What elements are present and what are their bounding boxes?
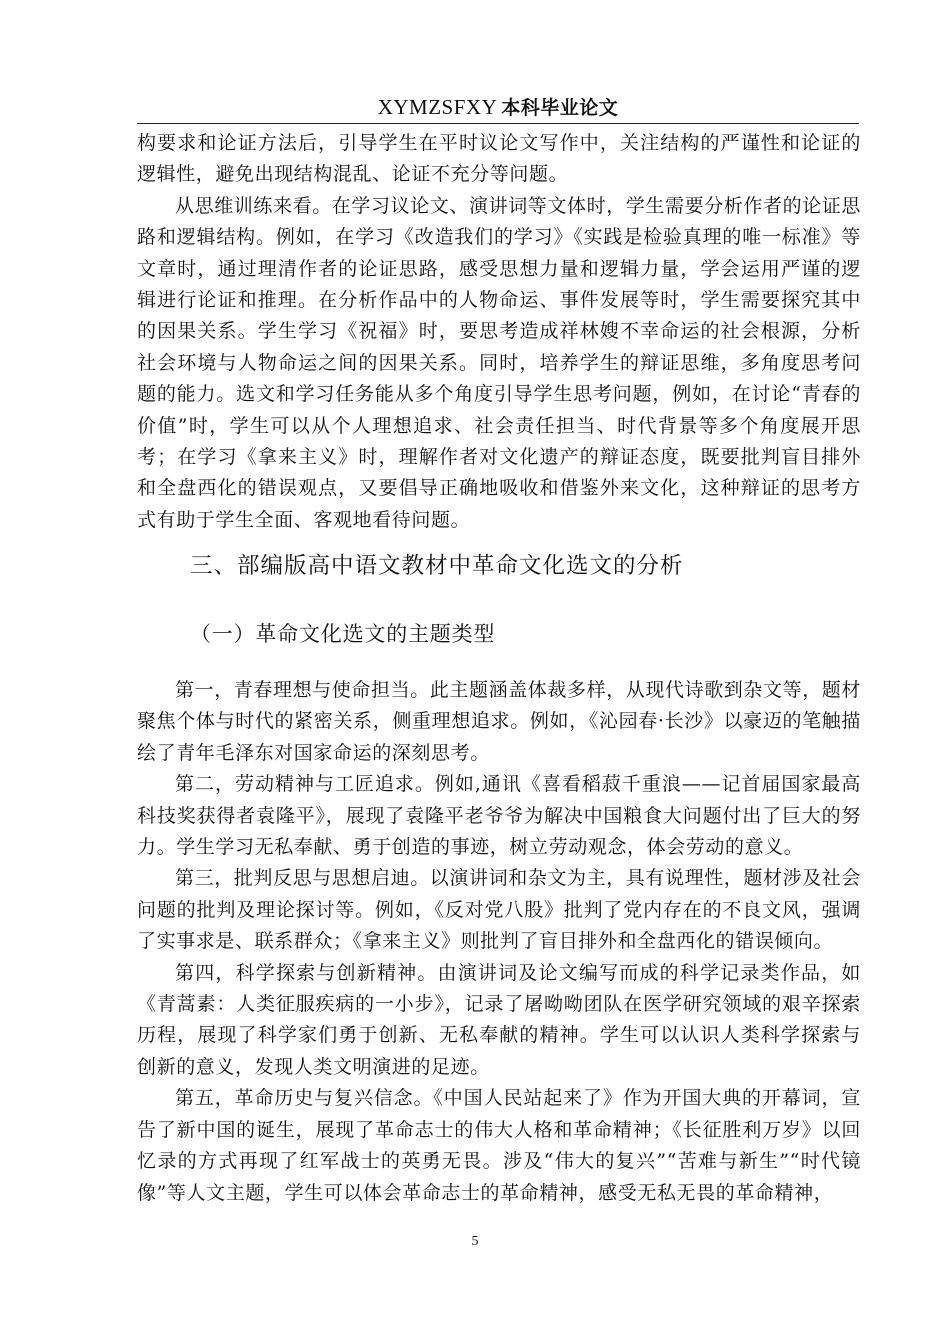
subsection-title: （一）革命文化选文的主题类型	[190, 622, 496, 646]
header-rule	[137, 123, 859, 124]
header-code: XYMZSFXY	[377, 95, 498, 119]
paragraph-theme-5: 第五，革命历史与复兴信念。《中国人民站起来了》作为开国大典的开幕词，宣告了新中国的诞生，展现了革命志士的伟大人格和革命精神；《长征胜利万岁》以回忆录的方式再现了红军战士的英勇无畏。涉及“伟大的复兴”“苦难与新生”“时代镜像”等人文主题，学生可以体会革命志士的革命精神，感受无私无畏的革命精神，	[137, 1087, 861, 1204]
section-title: 三、部编版高中语文教材中革命文化选文的分析	[190, 553, 684, 579]
body-bottom	[137, 675, 861, 1209]
paragraph-theme-4: 第四，科学探索与创新精神。由演讲词及论文编写而成的科学记录类作品，如《青蒿素：人类征服疾病的一小步》，记录了屠呦呦团队在医学研究领域的艰辛探索历程，展现了科学家们勇于创新、无私奉献的精神。学生可以认识人类科学探索与创新的意义，发现人类文明演进的足迹。	[137, 961, 861, 1078]
paragraph-theme-2: 第二，劳动精神与工匠追求。例如,通讯《喜看稻菽千重浪——记首届国家最高科技奖获得者袁隆平》，展现了袁隆平老爷爷为解决中国粮食大问题付出了巨大的努力。学生学习无私奉献、勇于创造的事迹，树立劳动观念，体会劳动的意义。	[137, 773, 861, 859]
paragraph-thinking-training: 从思维训练来看。在学习议论文、演讲词等文体时，学生需要分析作者的论证思路和逻辑结构。例如，在学习《改造我们的学习》《实践是检验真理的唯一标准》等文章时，通过理清作者的论证思路，感受思想力量和逻辑力量，学会运用严谨的逻辑进行论证和推理。在分析作品中的人物命运、事件发展等时，学生需要探究其中的因果关系。学生学习《祝福》时，要思考造成祥林嫂不幸命运的社会根源，分析社会环境与人物命运之间的因果关系。同时，培养学生的辩证思维，多角度思考问题的能力。选文和学习任务能从多个角度引导学生思考问题，例如，在讨论“青春的价值”时，学生可以从个人理想追求、社会责任担当、时代背景等多个角度展开思考；在学习《拿来主义》时，理解作者对文化遗产的辩证态度，既要批判盲目排外和全盘西化的错误观点，又要倡导正确地吸收和借鉴外来文化，这种辩证的思考方式有助于学生全面、客观地看待问题。	[137, 194, 862, 531]
page-header	[137, 92, 859, 122]
paragraph-theme-3: 第三，批判反思与思想启迪。以演讲词和杂文为主，具有说理性，题材涉及社会问题的批判及理论探讨等。例如，《反对党八股》批判了党内存在的不良文风，强调了实事求是、联系群众；《拿来主义》则批判了盲目排外和全盘西化的错误倾向。	[137, 867, 862, 953]
paragraph-theme-1: 第一，青春理想与使命担当。此主题涵盖体裁多样，从现代诗歌到杂文等，题材聚焦个体与时代的紧密关系，侧重理想追求。例如，《沁园春·长沙》以豪迈的笔触描绘了青年毛泽东对国家命运的深刻思考。	[137, 679, 862, 764]
page-number: 5	[471, 1234, 479, 1249]
body-top	[137, 128, 861, 536]
paragraph-continuation: 构要求和论证方法后，引导学生在平时议论文写作中，关注结构的严谨性和论证的逻辑性，避免出现结构混乱、论证不充分等问题。	[137, 132, 861, 186]
header-label: 本科毕业论文	[501, 97, 619, 119]
